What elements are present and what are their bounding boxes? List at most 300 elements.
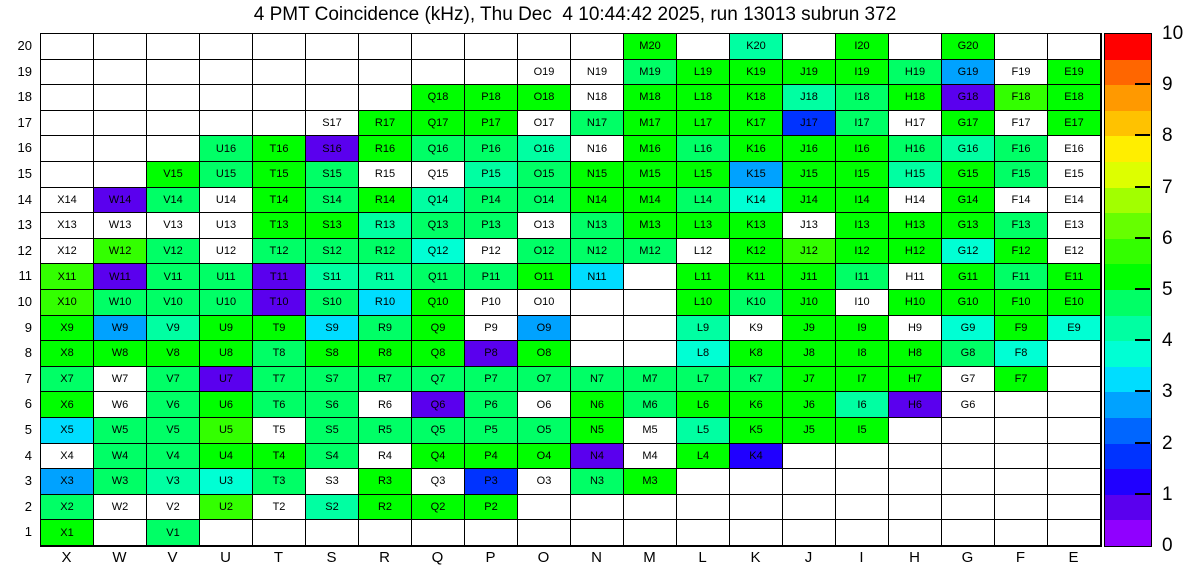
col-label-Q: Q (431, 549, 444, 566)
cell-O8: O8 (518, 341, 571, 367)
colorbar-band (1105, 60, 1151, 86)
row-label-15: 15 (17, 166, 32, 181)
cell-J16: J16 (783, 136, 836, 162)
cell-empty (995, 469, 1048, 495)
cell-W3: W3 (94, 469, 147, 495)
cell-I8: I8 (836, 341, 889, 367)
cell-N6: N6 (571, 392, 624, 418)
cell-S15: S15 (306, 162, 359, 188)
cell-O17: O17 (518, 111, 571, 137)
row-label-10: 10 (17, 294, 32, 309)
cell-K9: K9 (730, 316, 783, 342)
cell-R10: R10 (359, 290, 412, 316)
colorbar-tick-label-6: 6 (1162, 227, 1173, 249)
colorbar-band (1105, 188, 1151, 214)
cell-I19: I19 (836, 60, 889, 86)
cell-empty (253, 520, 306, 546)
cell-empty (730, 495, 783, 521)
row-label-16: 16 (17, 140, 32, 156)
cell-I7: I7 (836, 367, 889, 393)
cell-K4: K4 (730, 444, 783, 470)
cell-F13: F13 (995, 213, 1048, 239)
cell-Q10: Q10 (412, 290, 465, 316)
cell-O3: O3 (518, 469, 571, 495)
cell-J6: J6 (783, 392, 836, 418)
cell-N3: N3 (571, 469, 624, 495)
cell-K17: K17 (730, 111, 783, 137)
cell-R2: R2 (359, 495, 412, 521)
cell-I5: I5 (836, 418, 889, 444)
cell-X7: X7 (41, 367, 94, 393)
cell-empty (995, 444, 1048, 470)
cell-I16: I16 (836, 136, 889, 162)
cell-U6: U6 (200, 392, 253, 418)
cell-empty (41, 162, 94, 188)
cell-K5: K5 (730, 418, 783, 444)
cell-I18: I18 (836, 85, 889, 111)
cell-H8: H8 (889, 341, 942, 367)
cell-P17: P17 (465, 111, 518, 137)
cell-empty (200, 85, 253, 111)
cell-empty (624, 341, 677, 367)
cell-empty (942, 495, 995, 521)
x-axis-column-labels (40, 548, 1100, 568)
cell-I15: I15 (836, 162, 889, 188)
cell-S7: S7 (306, 367, 359, 393)
cell-V13: V13 (147, 213, 200, 239)
cell-empty (147, 111, 200, 137)
cell-empty (836, 495, 889, 521)
cell-empty (783, 469, 836, 495)
cell-Q7: Q7 (412, 367, 465, 393)
cell-X8: X8 (41, 341, 94, 367)
colorbar-band (1105, 111, 1151, 137)
cell-S14: S14 (306, 188, 359, 214)
cell-S11: S11 (306, 264, 359, 290)
cell-empty (1048, 520, 1101, 546)
cell-O19: O19 (518, 60, 571, 86)
cell-W8: W8 (94, 341, 147, 367)
cell-empty (942, 418, 995, 444)
col-label-E: E (1068, 549, 1079, 566)
cell-M17: M17 (624, 111, 677, 137)
col-label-R: R (379, 549, 390, 566)
cell-H19: H19 (889, 60, 942, 86)
cell-H13: H13 (889, 213, 942, 239)
cell-Q4: Q4 (412, 444, 465, 470)
cell-J5: J5 (783, 418, 836, 444)
cell-Q13: Q13 (412, 213, 465, 239)
cell-K11: K11 (730, 264, 783, 290)
cell-empty (995, 418, 1048, 444)
cell-F11: F11 (995, 264, 1048, 290)
cell-V10: V10 (147, 290, 200, 316)
colorbar-band (1105, 239, 1151, 265)
cell-S10: S10 (306, 290, 359, 316)
cell-K7: K7 (730, 367, 783, 393)
cell-X2: X2 (41, 495, 94, 521)
cell-empty (783, 34, 836, 60)
cell-V6: V6 (147, 392, 200, 418)
row-label-4: 4 (24, 447, 32, 463)
cell-empty (783, 520, 836, 546)
cell-T5: T5 (253, 418, 306, 444)
cell-L13: L13 (677, 213, 730, 239)
cell-P13: P13 (465, 213, 518, 239)
cell-L6: L6 (677, 392, 730, 418)
cell-F16: F16 (995, 136, 1048, 162)
cell-Q18: Q18 (412, 85, 465, 111)
cell-E10: E10 (1048, 290, 1101, 316)
cell-W11: W11 (94, 264, 147, 290)
cell-L4: L4 (677, 444, 730, 470)
col-label-N: N (591, 549, 602, 566)
cell-empty (94, 111, 147, 137)
cell-empty (41, 60, 94, 86)
cell-P5: P5 (465, 418, 518, 444)
cell-N16: N16 (571, 136, 624, 162)
cell-empty (41, 34, 94, 60)
cell-M6: M6 (624, 392, 677, 418)
cell-empty (94, 520, 147, 546)
cell-empty (200, 60, 253, 86)
cell-P11: P11 (465, 264, 518, 290)
cell-X6: X6 (41, 392, 94, 418)
cell-N7: N7 (571, 367, 624, 393)
cell-R9: R9 (359, 316, 412, 342)
cell-empty (624, 290, 677, 316)
cell-empty (253, 34, 306, 60)
cell-T8: T8 (253, 341, 306, 367)
cell-H7: H7 (889, 367, 942, 393)
cell-empty (94, 162, 147, 188)
cell-F12: F12 (995, 239, 1048, 265)
cell-N18: N18 (571, 85, 624, 111)
cell-empty (889, 495, 942, 521)
cell-Q14: Q14 (412, 188, 465, 214)
cell-M13: M13 (624, 213, 677, 239)
cell-Q5: Q5 (412, 418, 465, 444)
col-label-T: T (273, 549, 284, 566)
cell-empty (253, 60, 306, 86)
cell-Q2: Q2 (412, 495, 465, 521)
cell-S8: S8 (306, 341, 359, 367)
cell-F19: F19 (995, 60, 1048, 86)
row-label-11: 11 (18, 268, 32, 284)
cell-M4: M4 (624, 444, 677, 470)
cell-H17: H17 (889, 111, 942, 137)
cell-M14: M14 (624, 188, 677, 214)
row-label-18: 18 (17, 89, 32, 105)
cell-J18: J18 (783, 85, 836, 111)
cell-M15: M15 (624, 162, 677, 188)
cell-U11: U11 (200, 264, 253, 290)
cell-empty (995, 392, 1048, 418)
cell-H14: H14 (889, 188, 942, 214)
cell-X12: X12 (41, 239, 94, 265)
cell-empty (571, 290, 624, 316)
colorbar-band (1105, 316, 1151, 342)
cell-empty (465, 60, 518, 86)
cell-N15: N15 (571, 162, 624, 188)
cell-empty (94, 136, 147, 162)
cell-G14: G14 (942, 188, 995, 214)
cell-T14: T14 (253, 188, 306, 214)
cell-T9: T9 (253, 316, 306, 342)
cell-I9: I9 (836, 316, 889, 342)
cell-U14: U14 (200, 188, 253, 214)
colorbar-band (1105, 213, 1151, 239)
row-label-14: 14 (17, 191, 32, 207)
cell-E18: E18 (1048, 85, 1101, 111)
cell-empty (359, 520, 412, 546)
cell-empty (677, 469, 730, 495)
cell-K6: K6 (730, 392, 783, 418)
cell-V3: V3 (147, 469, 200, 495)
cell-U9: U9 (200, 316, 253, 342)
cell-S9: S9 (306, 316, 359, 342)
cell-T13: T13 (253, 213, 306, 239)
colorbar-band (1105, 520, 1151, 546)
col-label-P: P (485, 549, 496, 566)
cell-O12: O12 (518, 239, 571, 265)
cell-P6: P6 (465, 392, 518, 418)
cell-empty (359, 34, 412, 60)
cell-V8: V8 (147, 341, 200, 367)
cell-empty (942, 469, 995, 495)
cell-N12: N12 (571, 239, 624, 265)
cell-X3: X3 (41, 469, 94, 495)
cell-E13: E13 (1048, 213, 1101, 239)
cell-S3: S3 (306, 469, 359, 495)
cell-L17: L17 (677, 111, 730, 137)
colorbar-tick-label-3: 3 (1162, 381, 1173, 403)
cell-empty (730, 520, 783, 546)
cell-W6: W6 (94, 392, 147, 418)
cell-K15: K15 (730, 162, 783, 188)
cell-P3: P3 (465, 469, 518, 495)
cell-empty (889, 469, 942, 495)
cell-J17: J17 (783, 111, 836, 137)
cell-R6: R6 (359, 392, 412, 418)
cell-empty (677, 34, 730, 60)
cell-empty (94, 85, 147, 111)
row-label-13: 13 (17, 217, 32, 233)
colorbar-tick-label-10: 10 (1162, 23, 1184, 44)
cell-O16: O16 (518, 136, 571, 162)
cell-empty (730, 469, 783, 495)
cell-F7: F7 (995, 367, 1048, 393)
cell-W13: W13 (94, 213, 147, 239)
row-label-3: 3 (24, 473, 32, 489)
cell-empty (1048, 444, 1101, 470)
cell-O6: O6 (518, 392, 571, 418)
cell-M7: M7 (624, 367, 677, 393)
cell-O13: O13 (518, 213, 571, 239)
cell-O5: O5 (518, 418, 571, 444)
cell-N13: N13 (571, 213, 624, 239)
cell-empty (306, 60, 359, 86)
row-label-19: 19 (17, 63, 32, 79)
cell-empty (147, 85, 200, 111)
cell-V15: V15 (147, 162, 200, 188)
cell-N11: N11 (571, 264, 624, 290)
cell-R12: R12 (359, 239, 412, 265)
cell-S6: S6 (306, 392, 359, 418)
colorbar-band (1105, 469, 1151, 495)
cell-G19: G19 (942, 60, 995, 86)
cell-R14: R14 (359, 188, 412, 214)
cell-F9: F9 (995, 316, 1048, 342)
cell-X14: X14 (41, 188, 94, 214)
cell-F10: F10 (995, 290, 1048, 316)
cell-X13: X13 (41, 213, 94, 239)
cell-H6: H6 (889, 392, 942, 418)
cell-U12: U12 (200, 239, 253, 265)
cell-empty (200, 34, 253, 60)
cell-V9: V9 (147, 316, 200, 342)
cell-empty (94, 34, 147, 60)
cell-M12: M12 (624, 239, 677, 265)
cell-U2: U2 (200, 495, 253, 521)
cell-O7: O7 (518, 367, 571, 393)
cell-V12: V12 (147, 239, 200, 265)
cell-R13: R13 (359, 213, 412, 239)
col-label-M: M (643, 549, 656, 566)
col-label-H: H (909, 549, 920, 566)
cell-U10: U10 (200, 290, 253, 316)
colorbar-band (1105, 264, 1151, 290)
cell-K19: K19 (730, 60, 783, 86)
cell-K13: K13 (730, 213, 783, 239)
cell-K18: K18 (730, 85, 783, 111)
col-label-S: S (326, 549, 337, 566)
cell-J8: J8 (783, 341, 836, 367)
cell-O4: O4 (518, 444, 571, 470)
cell-G17: G17 (942, 111, 995, 137)
cell-S13: S13 (306, 213, 359, 239)
cell-U15: U15 (200, 162, 253, 188)
row-label-9: 9 (24, 319, 32, 335)
cell-empty (359, 60, 412, 86)
cell-M20: M20 (624, 34, 677, 60)
cell-empty (942, 520, 995, 546)
cell-J14: J14 (783, 188, 836, 214)
cell-K8: K8 (730, 341, 783, 367)
cell-U4: U4 (200, 444, 253, 470)
cell-W10: W10 (94, 290, 147, 316)
cell-K10: K10 (730, 290, 783, 316)
cell-P2: P2 (465, 495, 518, 521)
cell-G6: G6 (942, 392, 995, 418)
cell-L11: L11 (677, 264, 730, 290)
cell-Q8: Q8 (412, 341, 465, 367)
cell-F14: F14 (995, 188, 1048, 214)
cell-R3: R3 (359, 469, 412, 495)
cell-R16: R16 (359, 136, 412, 162)
colorbar-band (1105, 392, 1151, 418)
cell-J9: J9 (783, 316, 836, 342)
cell-I17: I17 (836, 111, 889, 137)
cell-empty (1048, 392, 1101, 418)
cell-G7: G7 (942, 367, 995, 393)
cell-R17: R17 (359, 111, 412, 137)
col-label-G: G (961, 549, 974, 566)
row-label-7: 7 (24, 370, 32, 386)
cell-empty (624, 520, 677, 546)
cell-J13: J13 (783, 213, 836, 239)
cell-P7: P7 (465, 367, 518, 393)
cell-empty (41, 111, 94, 137)
cell-Q3: Q3 (412, 469, 465, 495)
colorbar-tick-label-5: 5 (1162, 279, 1173, 300)
cell-empty (518, 34, 571, 60)
cell-I11: I11 (836, 264, 889, 290)
cell-empty (889, 520, 942, 546)
colorbar-band (1105, 367, 1151, 393)
row-label-1: 1 (24, 524, 32, 540)
cell-O18: O18 (518, 85, 571, 111)
cell-X11: X11 (41, 264, 94, 290)
row-label-12: 12 (17, 242, 32, 258)
cell-N19: N19 (571, 60, 624, 86)
cell-N4: N4 (571, 444, 624, 470)
cell-F17: F17 (995, 111, 1048, 137)
cell-P4: P4 (465, 444, 518, 470)
cell-T6: T6 (253, 392, 306, 418)
cell-S5: S5 (306, 418, 359, 444)
cell-G13: G13 (942, 213, 995, 239)
cell-T11: T11 (253, 264, 306, 290)
cell-R7: R7 (359, 367, 412, 393)
cell-empty (995, 34, 1048, 60)
cell-G15: G15 (942, 162, 995, 188)
cell-empty (624, 264, 677, 290)
cell-X10: X10 (41, 290, 94, 316)
chart-title: 4 PMT Coincidence (kHz), Thu Dec 4 10:44:42 2025, run 13013 subrun 372 (253, 4, 897, 25)
cell-T7: T7 (253, 367, 306, 393)
cell-empty (412, 520, 465, 546)
cell-Q17: Q17 (412, 111, 465, 137)
cell-M19: M19 (624, 60, 677, 86)
cell-T12: T12 (253, 239, 306, 265)
cell-K16: K16 (730, 136, 783, 162)
cell-E15: E15 (1048, 162, 1101, 188)
cell-L15: L15 (677, 162, 730, 188)
cell-empty (995, 495, 1048, 521)
cell-Q11: Q11 (412, 264, 465, 290)
cell-empty (836, 469, 889, 495)
cell-S4: S4 (306, 444, 359, 470)
cell-empty (253, 85, 306, 111)
cell-empty (836, 520, 889, 546)
col-label-I: I (859, 549, 864, 566)
cell-K20: K20 (730, 34, 783, 60)
cell-W4: W4 (94, 444, 147, 470)
cell-empty (253, 111, 306, 137)
cell-empty (359, 85, 412, 111)
cell-I12: I12 (836, 239, 889, 265)
cell-U5: U5 (200, 418, 253, 444)
cell-empty (571, 316, 624, 342)
cell-I14: I14 (836, 188, 889, 214)
cell-K14: K14 (730, 188, 783, 214)
cell-M16: M16 (624, 136, 677, 162)
col-label-J: J (804, 549, 813, 566)
cell-empty (412, 60, 465, 86)
cell-empty (1048, 469, 1101, 495)
cell-E11: E11 (1048, 264, 1101, 290)
